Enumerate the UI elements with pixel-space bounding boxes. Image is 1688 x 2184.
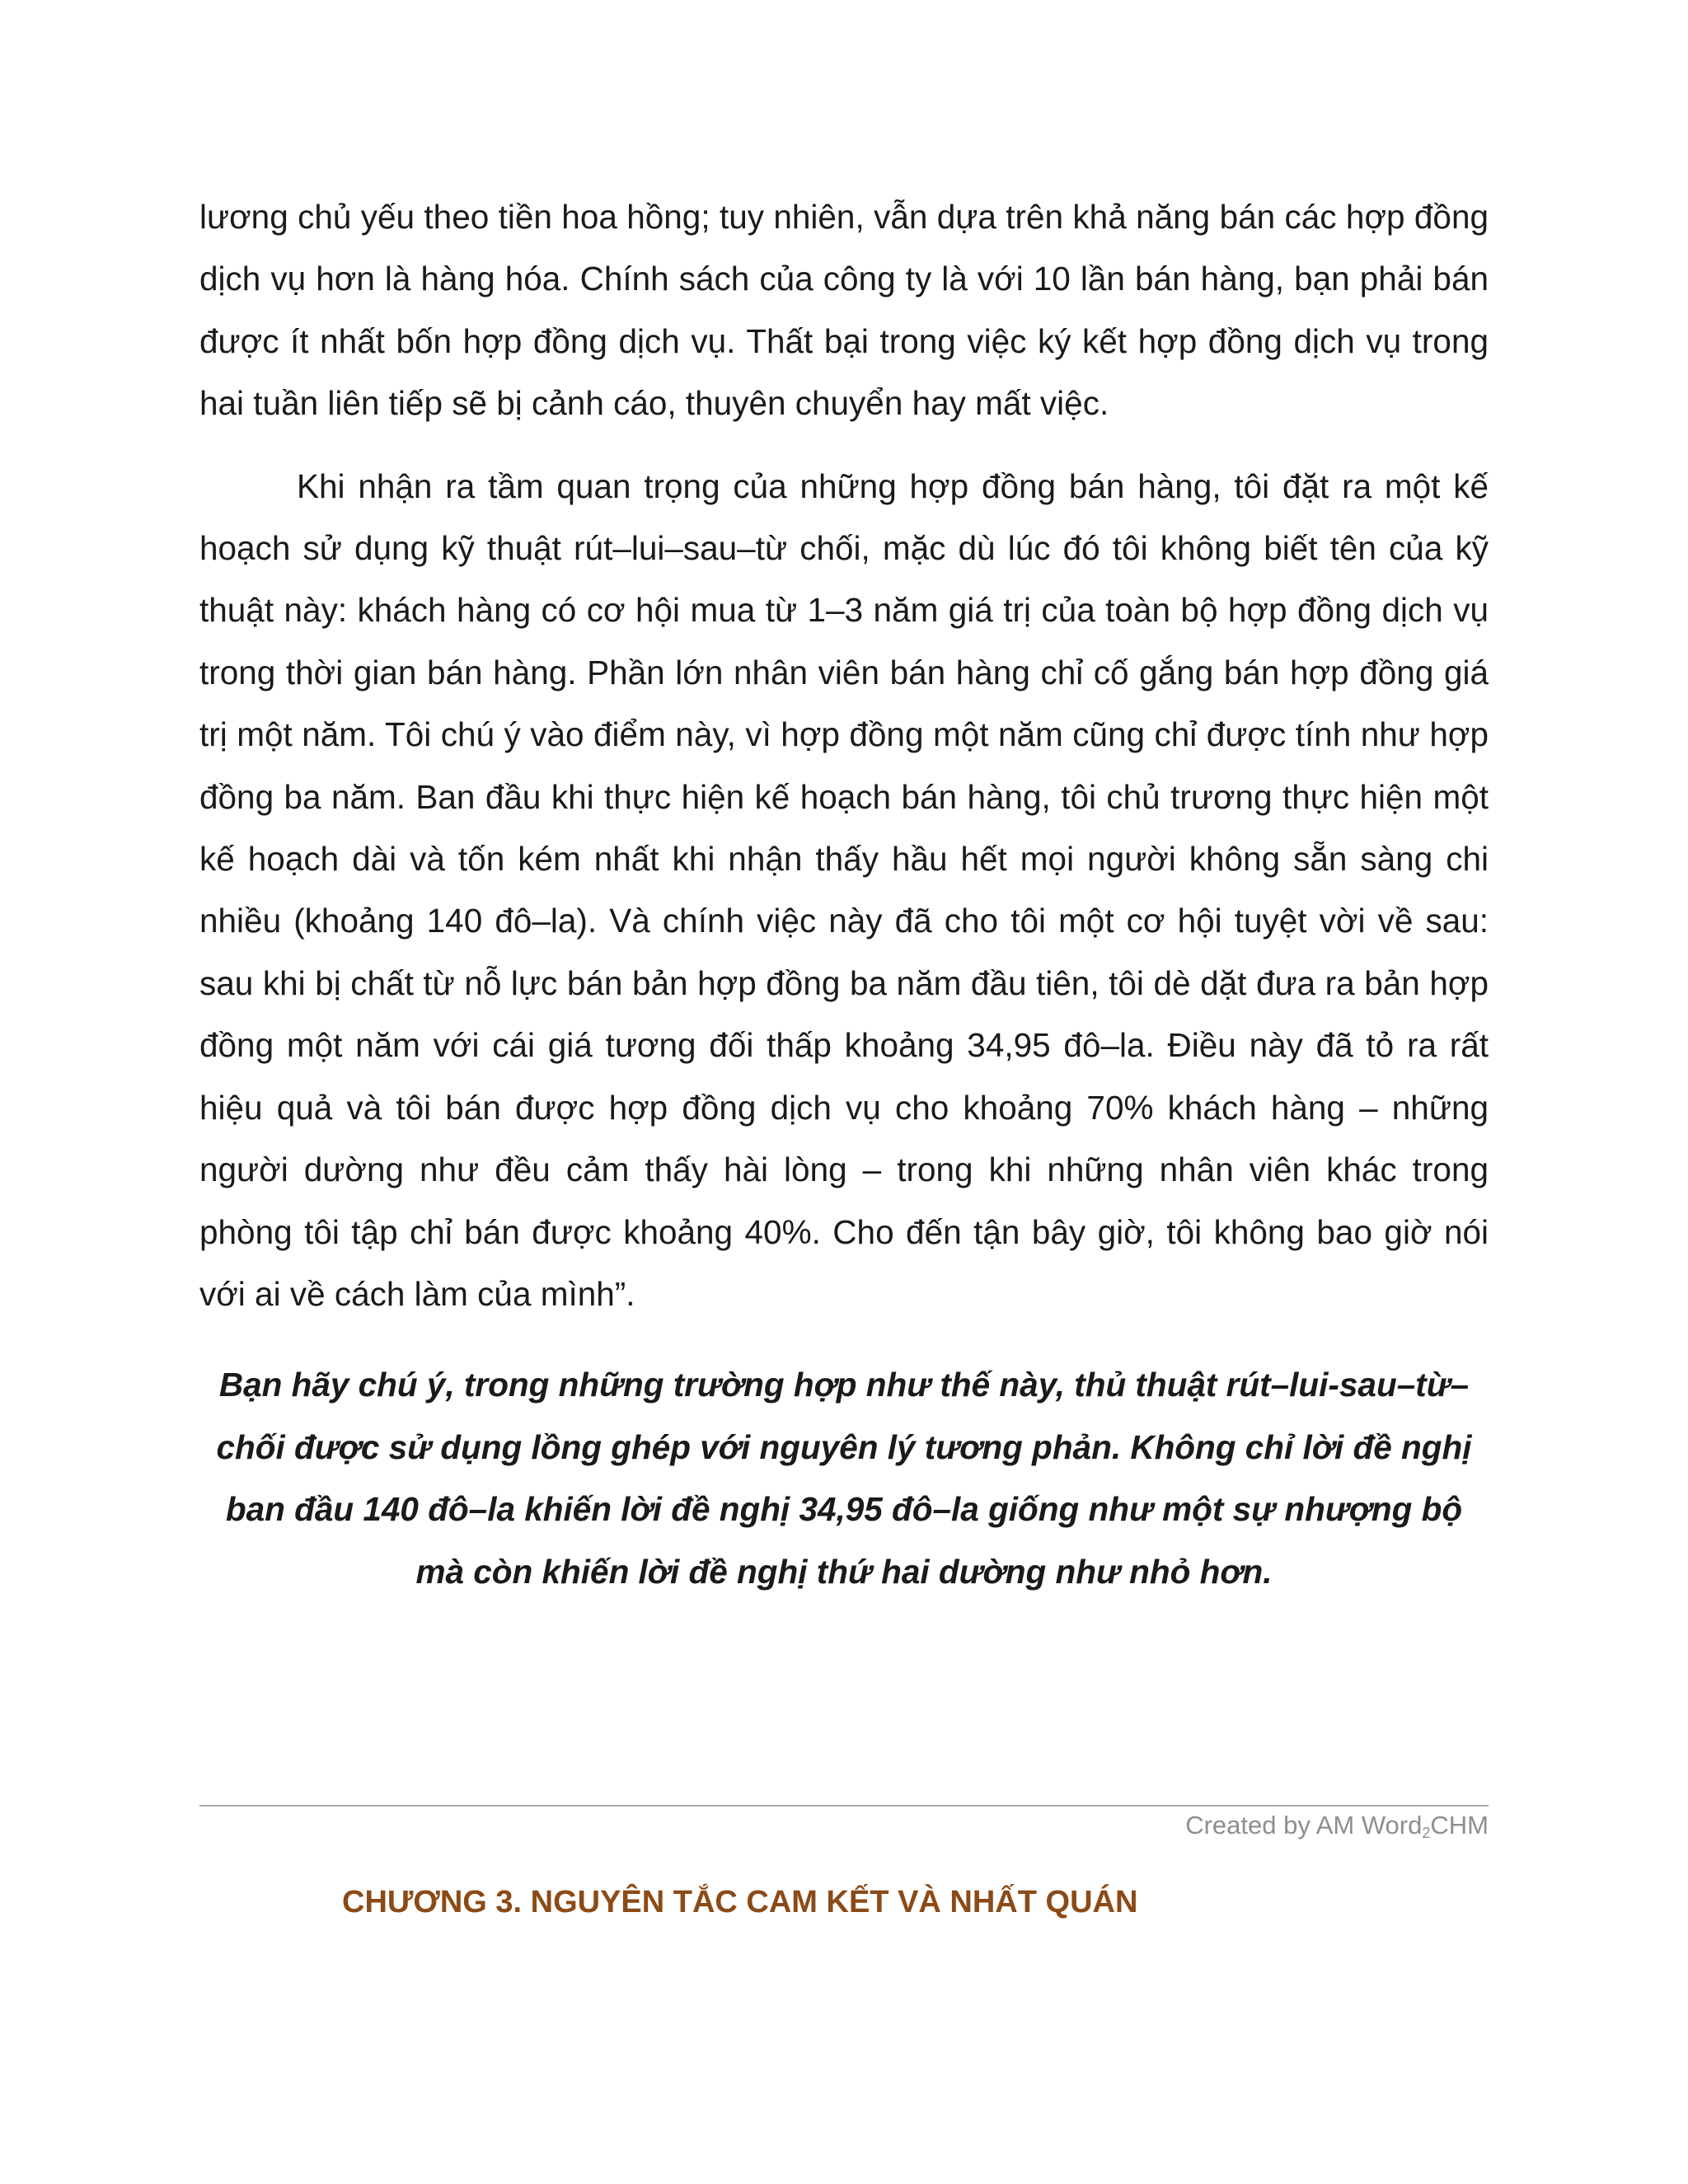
body-paragraph-2: Khi nhận ra tầm quan trọng của những hợp đồng bán hàng, tôi đặt ra một kế hoạch sử dụng kỹ thuật rút–lui–sau–từ chối, mặc dù lúc đó tôi không biết tên của kỹ thuật này: khách hàng có cơ hội mua từ 1–3 năm giá trị của toàn bộ hợp đồng dịch vụ trong thời gian bán hàng. Phần lớn nhân viên bán hàng chỉ cố gắng bán hợp đồng giá trị một năm. Tôi chú ý vào điểm này, vì hợp đồng một năm cũng chỉ được tính như hợp đồng ba năm. Ban đầu khi thực hiện kế hoạch bán hàng, tôi chủ trương thực hiện một kế hoạch dài và tốn kém nhất khi nhận thấy hầu hết mọi người không sẵn sàng chi nhiều (khoảng 140 đô–la). Và chính việc này đã cho tôi một cơ hội tuyệt vời về sau: sau khi bị chất từ nỗ lực bán bản hợp đồng ba năm đầu tiên, tôi dè dặt đưa ra bản hợp đồng một năm với cái giá tương đối thấp khoảng 34,95 đô–la. Điều này đã tỏ ra rất hiệu quả và tôi bán được hợp đồng dịch vụ cho khoảng 70% khách hàng – những người dường như đều cảm thấy hài lòng – trong khi những nhân viên khác trong phòng tôi tập chỉ bán được khoảng 40%. Cho đến tận bây giờ, tôi không bao giờ nói với ai về cách làm của mình”. xyxy=(199,466,1489,1313)
credit-prefix: Created by AM Word xyxy=(1185,1811,1423,1840)
credit-suffix: CHM xyxy=(1430,1811,1489,1840)
page-body xyxy=(199,186,1489,1636)
footer-divider xyxy=(199,1805,1489,1807)
chapter-heading: CHƯƠNG 3. NGUYÊN TẮC CAM KẾT VÀ NHẤT QUÁN xyxy=(342,1885,1138,1919)
credit-subscript: 2 xyxy=(1422,1825,1431,1841)
body-paragraph-1: lương chủ yếu theo tiền hoa hồng; tuy nhiên, vẫn dựa trên khả năng bán các hợp đồng dịch vụ hơn là hàng hóa. Chính sách của công ty là với 10 lần bán hàng, bạn phải bán được ít nhất bốn hợp đồng dịch vụ. Thất bại trong việc ký kết hợp đồng dịch vụ trong hai tuần liên tiếp sẽ bị cảnh cáo, thuyên chuyển hay mất việc. xyxy=(199,198,1489,423)
footer-credit xyxy=(1185,1809,1489,1849)
emphasis-callout: Bạn hãy chú ý, trong những trường hợp như thế này, thủ thuật rút–lui-sau–từ–chối được sử dụng lồng ghép với nguyên lý tương phản. Không chỉ lời đề nghị ban đầu 140 đô–la khiến lời đề nghị 34,95 đô–la giống như một sự nhượng bộ mà còn khiến lời đề nghị thứ hai dường như nhỏ hơn. xyxy=(216,1366,1472,1591)
